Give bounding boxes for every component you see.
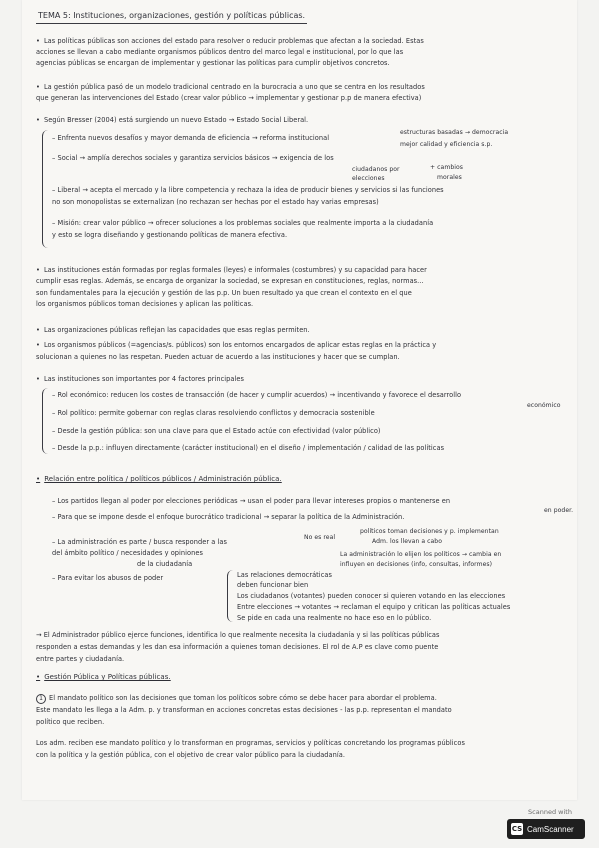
camscanner-name: CamScanner (527, 824, 574, 834)
paragraph-line: agencias públicas se encargan de implementar y gestionar las políticas para cumplir objetivos concretos. (36, 59, 390, 67)
side-note: + cambios (430, 164, 463, 171)
list-item: – Para que se impone desde el enfoque burocrático tradicional → separar la política de la Administración. (52, 513, 405, 521)
paragraph-line: • Las políticas públicas son acciones del estado para resolver o reducir problemas que afectan a la sociedad. Estas (36, 36, 424, 46)
side-note: económico (527, 402, 561, 409)
paragraph-line: que generan las intervenciones del Estado (crear valor público → implementar y gestionar p.p de manera efectiva) (36, 94, 422, 102)
list-item: – Liberal → acepta el mercado y la libre competencia y rechaza la idea de producir bienes y servicios si las funciones (52, 186, 444, 194)
side-note: La administración lo elijen los políticos → cambia en (340, 551, 502, 558)
paragraph-line: los organismos públicos toman decisiones y aplican las políticas. (36, 300, 254, 308)
paragraph-line: son fundamentales para la ejecución y gestión de las p.p. Un buen resultado ya que crean el contexto en el que (36, 289, 412, 297)
list-item: Se pide en cada una realmente no hace eso en lo público. (237, 614, 432, 622)
list-item: no son monopolistas se externalizan (no rechazan ser hechas por el estado hay varias empresas) (52, 198, 379, 206)
side-note: ciudadanos por (352, 166, 400, 173)
paragraph-line: responden a estas demandas y les dan esa información a quienes toman decisiones. El rol de A.P es clave como puente (36, 643, 439, 651)
paragraph-line: • Las instituciones son importantes por 4 factores principales (36, 374, 244, 384)
list-item: de la ciudadanía (137, 560, 193, 568)
paragraph-line: con la política y la gestión pública, con el objetivo de crear valor público para la ciudadanía. (36, 751, 345, 759)
side-note: políticos toman decisiones y p. implementan (360, 528, 499, 535)
scanned-with-label: Scanned with (528, 808, 572, 816)
numbered-marker: 1 (36, 694, 46, 704)
page-title: TEMA 5: Instituciones, organizaciones, gestión y políticas públicas. (36, 10, 307, 24)
list-item: deben funcionar bien (237, 581, 309, 589)
paragraph-line: • Las organizaciones públicas reflejan las capacidades que esas reglas permiten. (36, 325, 310, 335)
side-note: morales (437, 174, 462, 181)
list-item: Los ciudadanos (votantes) pueden conocer si quieren votando en las elecciones (237, 592, 506, 600)
paragraph-line: → El Administrador público ejerce funciones, identifica lo que realmente necesita la ciudadanía y si las políticas públicas (36, 631, 440, 639)
notes-page (22, 0, 577, 800)
list-item: – Social → amplía derechos sociales y garantiza servicios básicos → exigencia de los (52, 154, 334, 162)
list-item: del ámbito político / necesidades y opiniones (52, 549, 203, 557)
paragraph-line: • Las instituciones están formadas por reglas formales (leyes) e informales (costumbres) y su capacidad para hacer (36, 265, 427, 275)
camscanner-badge (507, 808, 585, 840)
side-note: elecciones (352, 175, 385, 182)
paragraph-line: • La gestión pública pasó de un modelo tradicional centrado en la burocracia a uno que se centra en los resultados (36, 82, 425, 92)
paragraph-line: Los adm. reciben ese mandato político y lo transforman en programas, servicios y políticas concretando los programas públicos (36, 739, 465, 747)
list-item: Las relaciones democráticas (237, 571, 332, 579)
side-note: influyen en decisiones (info, consultas, informes) (340, 561, 493, 568)
list-item: – Rol político: permite gobernar con reglas claras resolviendo conflictos y democracia sostenible (52, 409, 375, 417)
list-item: – Desde la p.p.: influyen directamente (carácter institucional) en el diseño / implementación / calidad de las políticas (52, 444, 445, 452)
camscanner-icon: CS (511, 825, 523, 833)
side-note: en poder. (544, 507, 574, 514)
list-item: – Los partidos llegan al poder por elecciones periódicas → usan el poder para llevar intereses propios o mantenerse en (52, 497, 451, 505)
side-note: estructuras basadas → democracia (400, 129, 509, 136)
paragraph-line (36, 693, 437, 704)
brace (42, 130, 49, 248)
list-item: – Misión: crear valor público → ofrecer soluciones a los problemas sociales que realmente importa a la ciudadanía (52, 219, 434, 227)
paragraph-line: • Los organismos públicos (=agencias/s. públicos) son los entornos encargados de aplicar estas reglas en la práctica y (36, 340, 436, 350)
camscanner-logo-box (507, 819, 585, 839)
paragraph-line: • Según Bresser (2004) está surgiendo un nuevo Estado → Estado Social Liberal. (36, 115, 308, 125)
list-item: Entre elecciones → votantes → reclaman el equipo y critican las políticas actuales (237, 603, 511, 611)
side-note: Adm. los llevan a cabo (372, 538, 442, 545)
paragraph-line: acciones se llevan a cabo mediante organismos públicos dentro del marco legal e institucional, por lo que las (36, 48, 404, 56)
list-item: – Enfrenta nuevos desafíos y mayor demanda de eficiencia → reforma institucional (52, 134, 330, 142)
section-heading: • Gestión Pública y Políticas públicas. (36, 672, 171, 682)
paragraph-line: político que reciben. (36, 718, 105, 726)
list-item: – La administración es parte / busca responder a las (52, 538, 227, 546)
paragraph-line: Este mandato les llega a la Adm. p. y transforman en acciones concretas estas decisiones - las p.p. representan el mandato (36, 706, 452, 714)
brace (227, 570, 234, 622)
list-item: y esto se logra diseñando y gestionando políticas de manera efectiva. (52, 231, 288, 239)
paragraph-line: entre partes y ciudadanía. (36, 655, 125, 663)
side-note: mejor calidad y eficiencia s.p. (400, 141, 493, 148)
list-item: – Para evitar los abusos de poder (52, 574, 164, 582)
paragraph-text: El mandato político son las decisiones que toman los políticos sobre cómo se debe hacer para abordar el problema. (49, 694, 437, 702)
section-heading: • Relación entre política / políticos públicos / Administración pública. (36, 474, 282, 484)
brace (42, 388, 49, 454)
list-item: – Desde la gestión pública: son una clave para que el Estado actúe con efectividad (valor público) (52, 427, 381, 435)
paragraph-line: solucionan a quienes no las respetan. Pueden actuar de acuerdo a las instituciones y hacer que se cumplan. (36, 353, 400, 361)
paragraph-line: cumplir esas reglas. Además, se encarga de organizar la sociedad, se expresan en constituciones, reglas, normas... (36, 277, 424, 285)
list-item: – Rol económico: reducen los costes de transacción (de hacer y cumplir acuerdos) → incentivando y favorece el desarrollo (52, 391, 462, 399)
side-note: No es real (304, 534, 336, 541)
